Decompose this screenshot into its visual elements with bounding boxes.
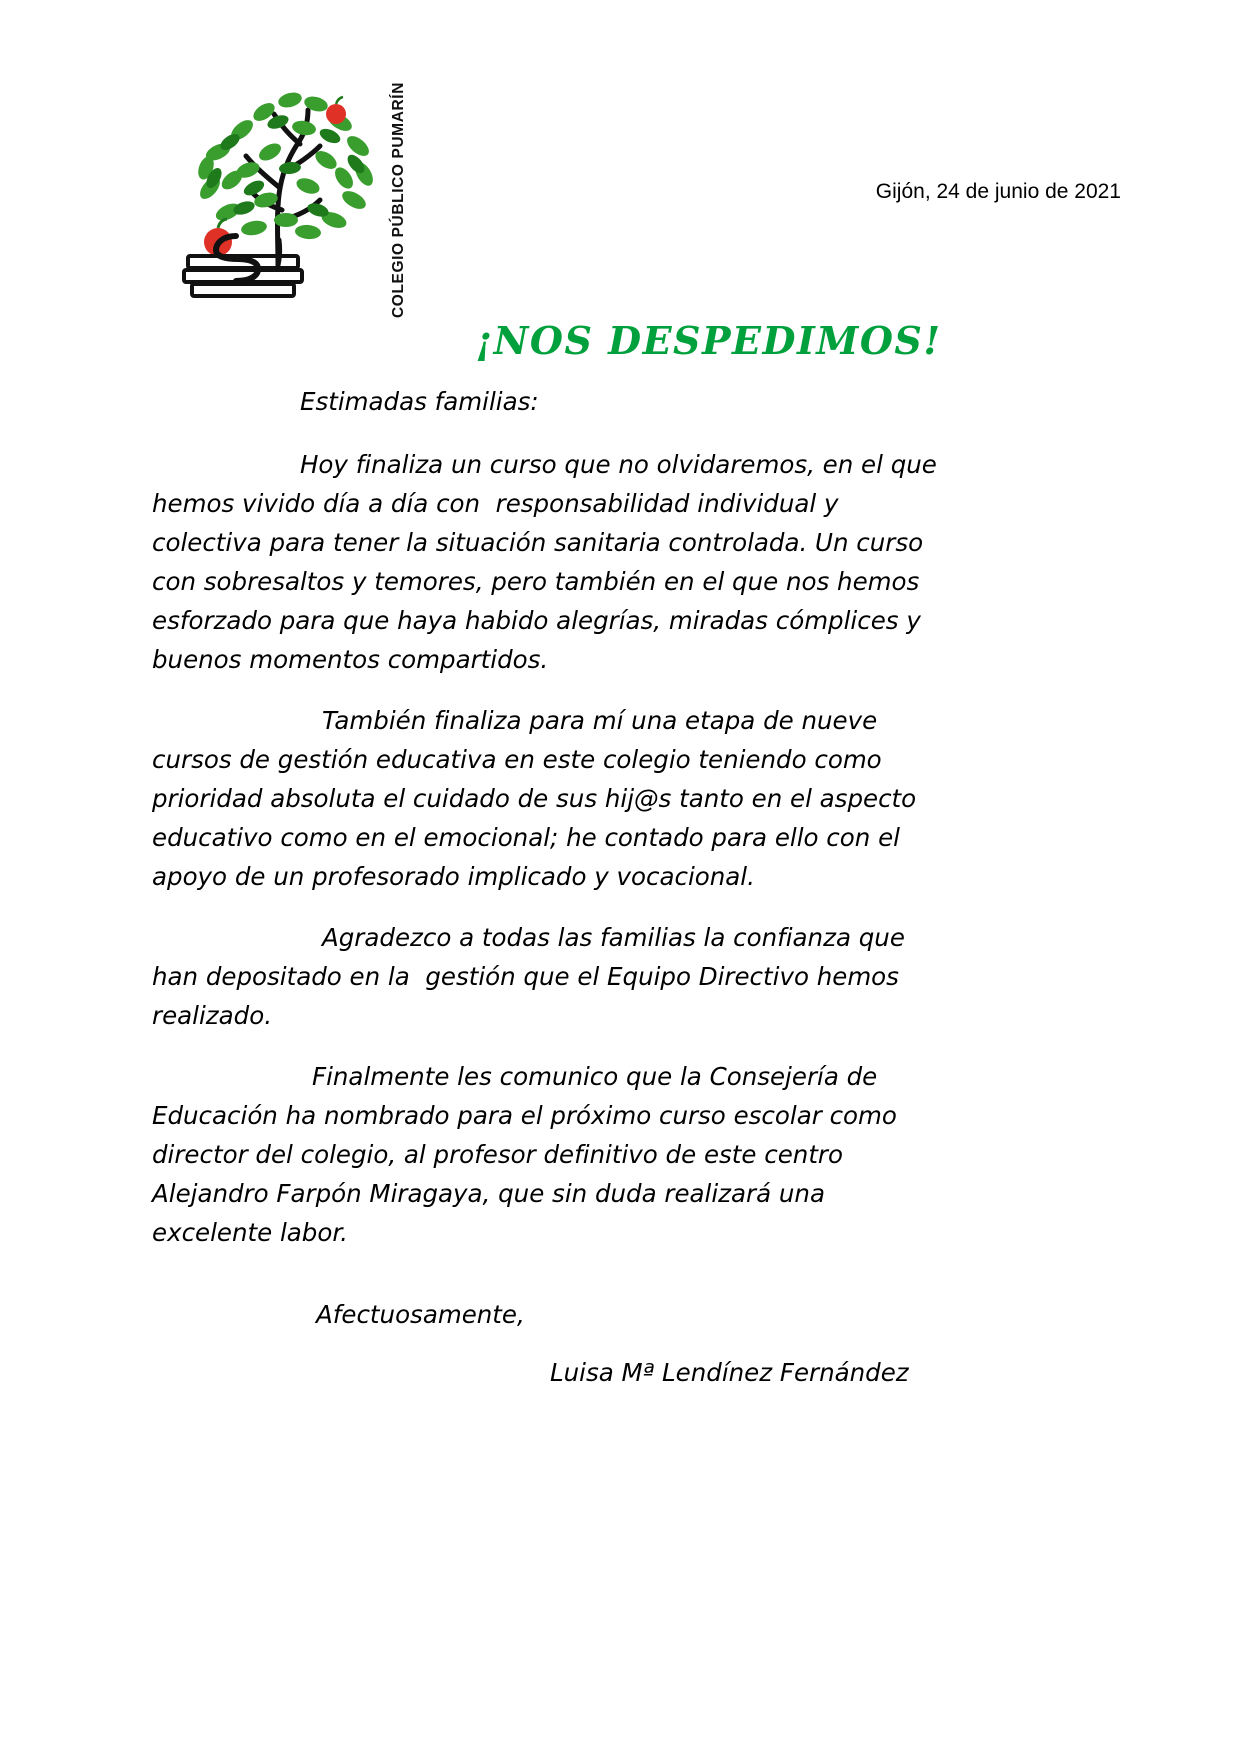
paragraph-2: También finaliza para mí una etapa de nueve cursos de gestión educativa en este colegio teniendo como prioridad absoluta el cuidado de sus hij@s tanto en el aspecto educativo como en el emocional; he contado para ello con el apoyo de un profesorado implicado y vocacional. xyxy=(152,706,924,891)
paragraph-1: Hoy finaliza un curso que no olvidaremos, en el que hemos vivido día a día con responsabilidad individual y colectiva para tener la situación sanitaria controlada. Un curso con sobresaltos y temores, pero también en el que nos hemos esforzado para que haya habido alegrías, miradas cómplices y buenos momentos compartidos. xyxy=(152,450,945,674)
date-line: Gijón, 24 de junio de 2021 xyxy=(875,180,1121,203)
paragraph-4: Finalmente les comunico que la Consejería de Educación ha nombrado para el próximo curso escolar como director del colegio, al profesor definitivo de este centro Alejandro Farpón Miragaya, que sin duda realizará una excelente labor. xyxy=(152,1062,905,1247)
tree-leaves-shape xyxy=(195,90,376,240)
signature-name: Luisa Mª Lendínez Fernández xyxy=(550,1358,909,1387)
letterhead xyxy=(0,55,1241,318)
closing-line: Afectuosamente, xyxy=(316,1300,525,1329)
books-icon xyxy=(184,236,302,296)
page-title: ¡NOS DESPEDIMOS! xyxy=(475,318,942,363)
school-name-vertical: COLEGIO PÚBLICO PUMARÍN xyxy=(390,82,407,318)
paragraph-3: Agradezco a todas las familias la confianza que han depositado en la gestión que el Equipo Directivo hemos realizado. xyxy=(152,923,913,1030)
greeting-line: Estimadas familias: xyxy=(300,387,539,416)
school-logo xyxy=(158,60,407,318)
letter-body xyxy=(152,382,952,1274)
